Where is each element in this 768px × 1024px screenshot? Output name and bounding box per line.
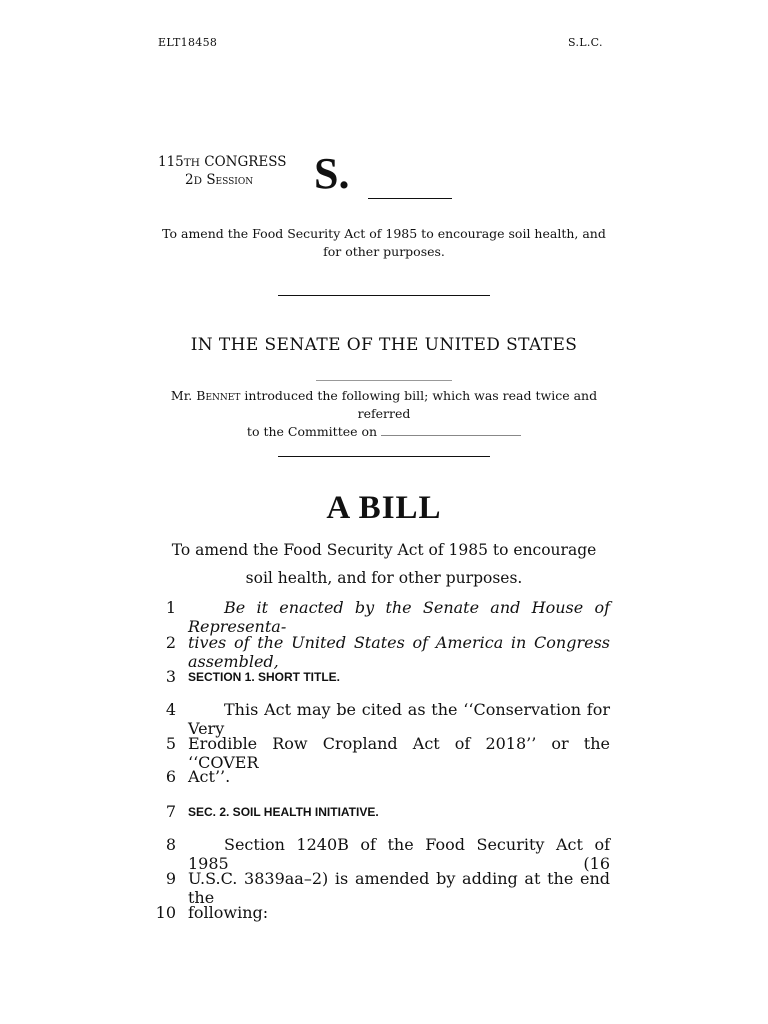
session-number-suffix: D xyxy=(193,175,203,187)
body-line xyxy=(150,903,620,925)
document-id: ELT18458 xyxy=(158,36,218,49)
body-line xyxy=(150,802,620,824)
line-number: 4 xyxy=(165,700,176,719)
divider-thin xyxy=(316,380,452,381)
line-text: Erodible Row Cropland Act of 2018’’ or the ‘‘COVER xyxy=(188,734,610,772)
divider xyxy=(278,456,490,457)
short-description-line-1: To amend the Food Security Act of 1985 to encourage soil health, and xyxy=(162,226,606,241)
long-title-line-1: To amend the Food Security Act of 1985 to encourage xyxy=(171,541,597,559)
line-number: 7 xyxy=(165,802,176,821)
body-line xyxy=(150,633,620,671)
body-line xyxy=(150,700,620,738)
congress-number-suffix: TH xyxy=(183,157,200,169)
line-text: tives of the United States of America in Congress assembled, xyxy=(188,633,610,671)
line-text: U.S.C. 3839aa–2) is amended by adding at the end the xyxy=(188,869,610,907)
committee-blank xyxy=(381,423,521,436)
line-number: 9 xyxy=(165,869,176,888)
bill-number: S. xyxy=(314,149,350,198)
committee-label: to the Committee on xyxy=(246,424,378,439)
body-line xyxy=(150,734,620,772)
line-number: 3 xyxy=(165,667,176,686)
line-text: Act’’. xyxy=(188,767,231,786)
body-line xyxy=(150,598,620,636)
line-text: Section 1240B of the Food Security Act of 1985 (16 xyxy=(188,835,610,873)
line-text: Be it enacted by the Senate and House of Representa- xyxy=(188,598,610,636)
congress-number: 115 xyxy=(158,154,184,170)
introduction xyxy=(158,387,610,441)
long-title-line-2: soil health, and for other purposes. xyxy=(245,569,523,587)
congress-word: CONGRESS xyxy=(204,154,287,170)
short-description-line-2: for other purposes. xyxy=(323,244,445,259)
body-line xyxy=(150,869,620,907)
line-number: 8 xyxy=(165,835,176,854)
chamber-heading: IN THE SENATE OF THE UNITED STATES xyxy=(190,335,578,355)
session-number: 2 xyxy=(185,172,194,188)
document-code: S.L.C. xyxy=(568,36,603,49)
short-description xyxy=(158,225,610,261)
section-heading: SECTION 1. SHORT TITLE. xyxy=(188,670,341,684)
long-title xyxy=(158,536,610,592)
line-number: 2 xyxy=(165,633,176,652)
sponsor-title: Mr. xyxy=(170,388,193,403)
line-number: 10 xyxy=(155,903,176,922)
line-number: 6 xyxy=(165,767,176,786)
bill-heading: A BILL xyxy=(326,490,442,526)
line-number: 5 xyxy=(165,734,176,753)
body-line xyxy=(150,767,620,789)
divider xyxy=(278,295,490,296)
congress-session xyxy=(158,154,287,190)
sponsor-name: Bennet xyxy=(196,388,241,403)
body-line xyxy=(150,835,620,873)
bill-number-blank xyxy=(368,198,452,199)
line-text: following: xyxy=(188,903,269,922)
session-word: Session xyxy=(206,172,254,188)
introduction-text: introduced the following bill; which was read twice and referred xyxy=(244,388,598,421)
body-line xyxy=(150,667,620,689)
line-text: This Act may be cited as the ‘‘Conservation for Very xyxy=(188,700,610,738)
section-heading: SEC. 2. SOIL HEALTH INITIATIVE. xyxy=(188,805,379,819)
line-number: 1 xyxy=(165,598,176,617)
